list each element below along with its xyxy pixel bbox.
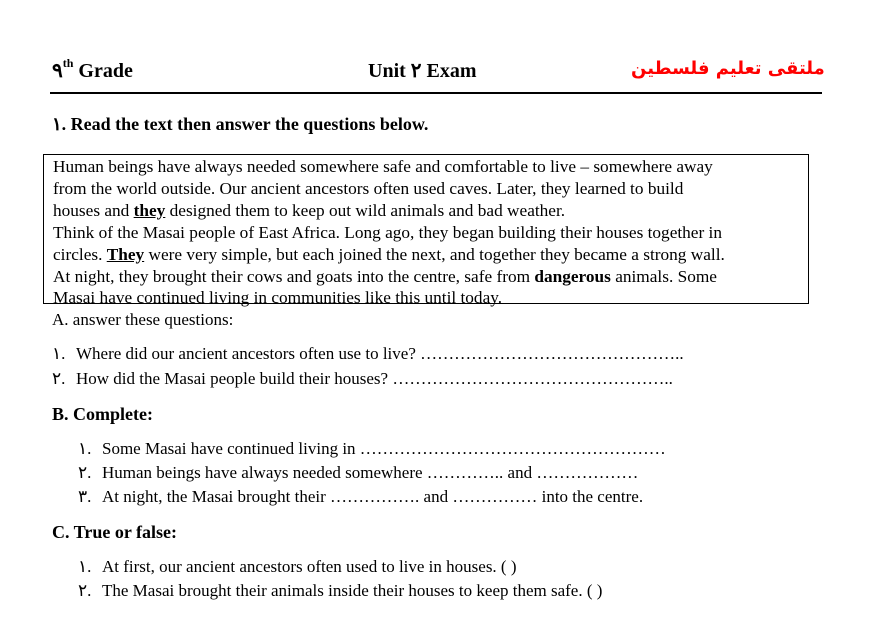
passage-line — [53, 200, 808, 222]
item-number: ٢. — [78, 581, 92, 600]
item-text: At night, the Masai brought their ……………. and …………… into the centre. — [102, 487, 644, 506]
question-1-title: ١. Read the text then answer the questions below. — [52, 114, 429, 134]
true-false-item — [78, 557, 517, 577]
passage-text: At night, they brought their cows and goats into the centre, safe from — [53, 266, 535, 286]
passage-text: circles. — [53, 244, 107, 264]
reading-passage — [43, 154, 809, 308]
passage-line — [53, 244, 808, 266]
question-item — [52, 369, 673, 389]
header-divider — [50, 92, 822, 94]
true-false-item — [78, 581, 602, 601]
grade-number: ٩ — [52, 60, 63, 82]
passage-line: Think of the Masai people of East Africa. Long ago, they began building their houses together in — [53, 222, 722, 242]
passage-line — [53, 266, 808, 288]
complete-item — [78, 463, 638, 483]
reference-word-they-2: They — [106, 244, 145, 264]
passage-line: from the world outside. Our ancient ancestors often used caves. Later, they learned to build — [53, 178, 684, 198]
section-b-title: B. Complete: — [52, 404, 153, 424]
passage-text: houses and — [53, 200, 134, 220]
brand-label: ملتقى تعليم فلسطين — [631, 58, 825, 79]
question-text: Where did our ancient ancestors often use to live? ……………………………………….. — [76, 344, 684, 363]
passage-text: animals. Some — [610, 266, 717, 286]
complete-item — [78, 439, 666, 459]
grade-heading — [52, 58, 133, 83]
item-text: Human beings have always needed somewhere ………….. and ……………… — [102, 463, 639, 482]
item-text: The Masai brought their animals inside their houses to keep them safe. ( ) — [102, 581, 603, 600]
reference-word-they: they — [133, 200, 166, 220]
question-number: ٢. — [52, 369, 66, 388]
section-c-title: C. True or false: — [52, 522, 177, 542]
item-text: Some Masai have continued living in ……………………………………………… — [102, 439, 666, 458]
passage-text: designed them to keep out wild animals and bad weather. — [165, 200, 566, 220]
question-number: ١. — [52, 344, 66, 363]
unit-title: Unit ٢ Exam — [368, 60, 477, 82]
section-a-title: A. answer these questions: — [52, 310, 234, 329]
question-text: How did the Masai people build their houses? ………………………………………….. — [76, 369, 673, 388]
vocab-word-dangerous: dangerous — [534, 266, 611, 286]
passage-text: were very simple, but each joined the next, and together they became a strong wall. — [144, 244, 725, 264]
passage-line: Human beings have always needed somewhere safe and comfortable to live – somewhere away — [53, 157, 713, 176]
complete-item — [78, 487, 643, 507]
item-number: ٣. — [78, 487, 92, 506]
item-text: At first, our ancient ancestors often used to live in houses. ( ) — [102, 557, 517, 576]
grade-suffix: th — [62, 56, 74, 71]
passage-line: Masai have continued living in communities like this until today. — [53, 288, 503, 308]
item-number: ١. — [78, 557, 92, 576]
grade-word: Grade — [78, 60, 133, 82]
item-number: ١. — [78, 439, 92, 458]
item-number: ٢. — [78, 463, 92, 482]
question-item — [52, 344, 684, 364]
